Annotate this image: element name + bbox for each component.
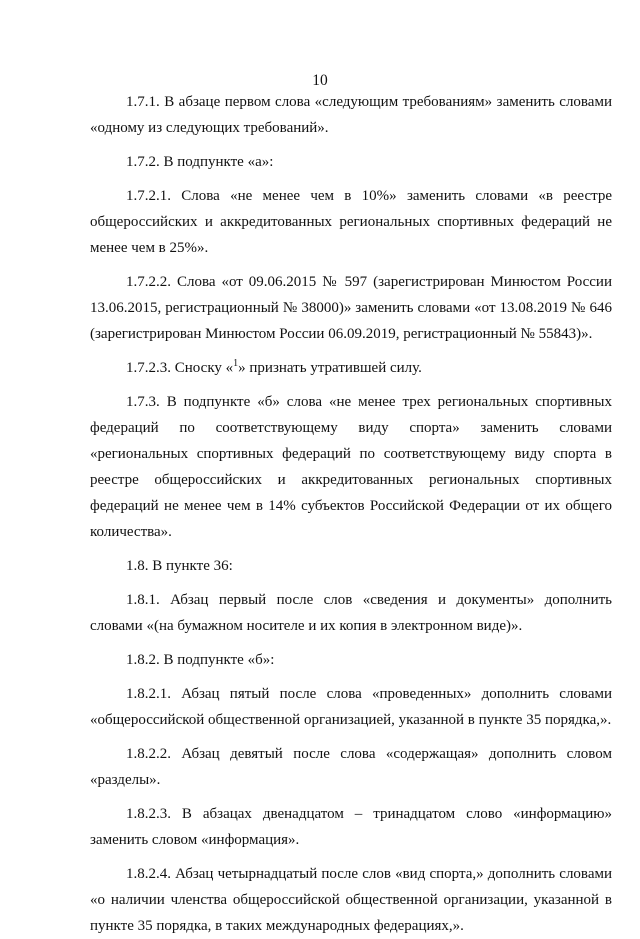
paragraph-1-8-2: 1.8.2. В подпункте «б»: (126, 652, 275, 668)
paragraph-1-7-2-3 (90, 355, 612, 381)
paragraph-1-7-2-2: 1.7.2.2. Слова «от 09.06.2015 № 597 (зарегистрирован Минюстом России 13.06.2015, регистрационный № 38000)» заменить словами «от 13.08.2019 № 646 (зарегистрирован Минюстом России 06.09.2019, регистрационный № 55843)». (90, 274, 612, 342)
paragraph-1-8-2-3: 1.8.2.3. В абзацах двенадцатом – тринадцатом слово «информацию» заменить словом «информация». (90, 806, 612, 848)
paragraph-1-7-2: 1.7.2. В подпункте «а»: (126, 154, 274, 170)
paragraph-1-8-2-4: 1.8.2.4. Абзац четырнадцатый после слов «вид спорта,» дополнить словами «о наличии членства общероссийской общественной организации, указанной в пункте 35 порядка, в таких международных федерациях,». (90, 866, 612, 934)
paragraph-1-8-1: 1.8.1. Абзац первый после слов «сведения и документы» дополнить словами «(на бумажном носителе и их копия в электронном виде)». (90, 592, 612, 634)
paragraph-1-8-2-1: 1.8.2.1. Абзац пятый после слова «проведенных» дополнить словами «общероссийской общественной организацией, указанной в пункте 35 порядка,». (90, 686, 612, 728)
document-body (90, 89, 612, 939)
footnote-superscript: 1 (233, 358, 239, 369)
paragraph-1-7-1: 1.7.1. В абзаце первом слова «следующим требованиям» заменить словами «одному из следующих требований». (90, 94, 612, 136)
paragraph-1-8: 1.8. В пункте 36: (126, 558, 233, 574)
paragraph-1-7-2-3-text-before: 1.7.2.3. Сноску « (126, 360, 234, 376)
paragraph-1-7-2-3-text-after: » признать утратившей силу. (238, 360, 422, 376)
paragraph-1-7-2-1: 1.7.2.1. Слова «не менее чем в 10%» заменить словами «в реестре общероссийских и аккредитованных региональных спортивных федераций не менее чем в 25%». (90, 188, 612, 256)
paragraph-1-8-2-2: 1.8.2.2. Абзац девятый после слова «содержащая» дополнить словом «разделы». (90, 746, 612, 788)
paragraph-1-7-3: 1.7.3. В подпункте «б» слова «не менее трех региональных спортивных федераций по соответствующему виду спорта» заменить словами «региональных спортивных федераций по соответствующему виду спорта в реестре общероссийских и аккредитованных региональных спортивных федераций не менее чем в 14% субъектов Российской Федерации от их общего количества». (90, 394, 612, 540)
page-number: 10 (312, 72, 328, 89)
